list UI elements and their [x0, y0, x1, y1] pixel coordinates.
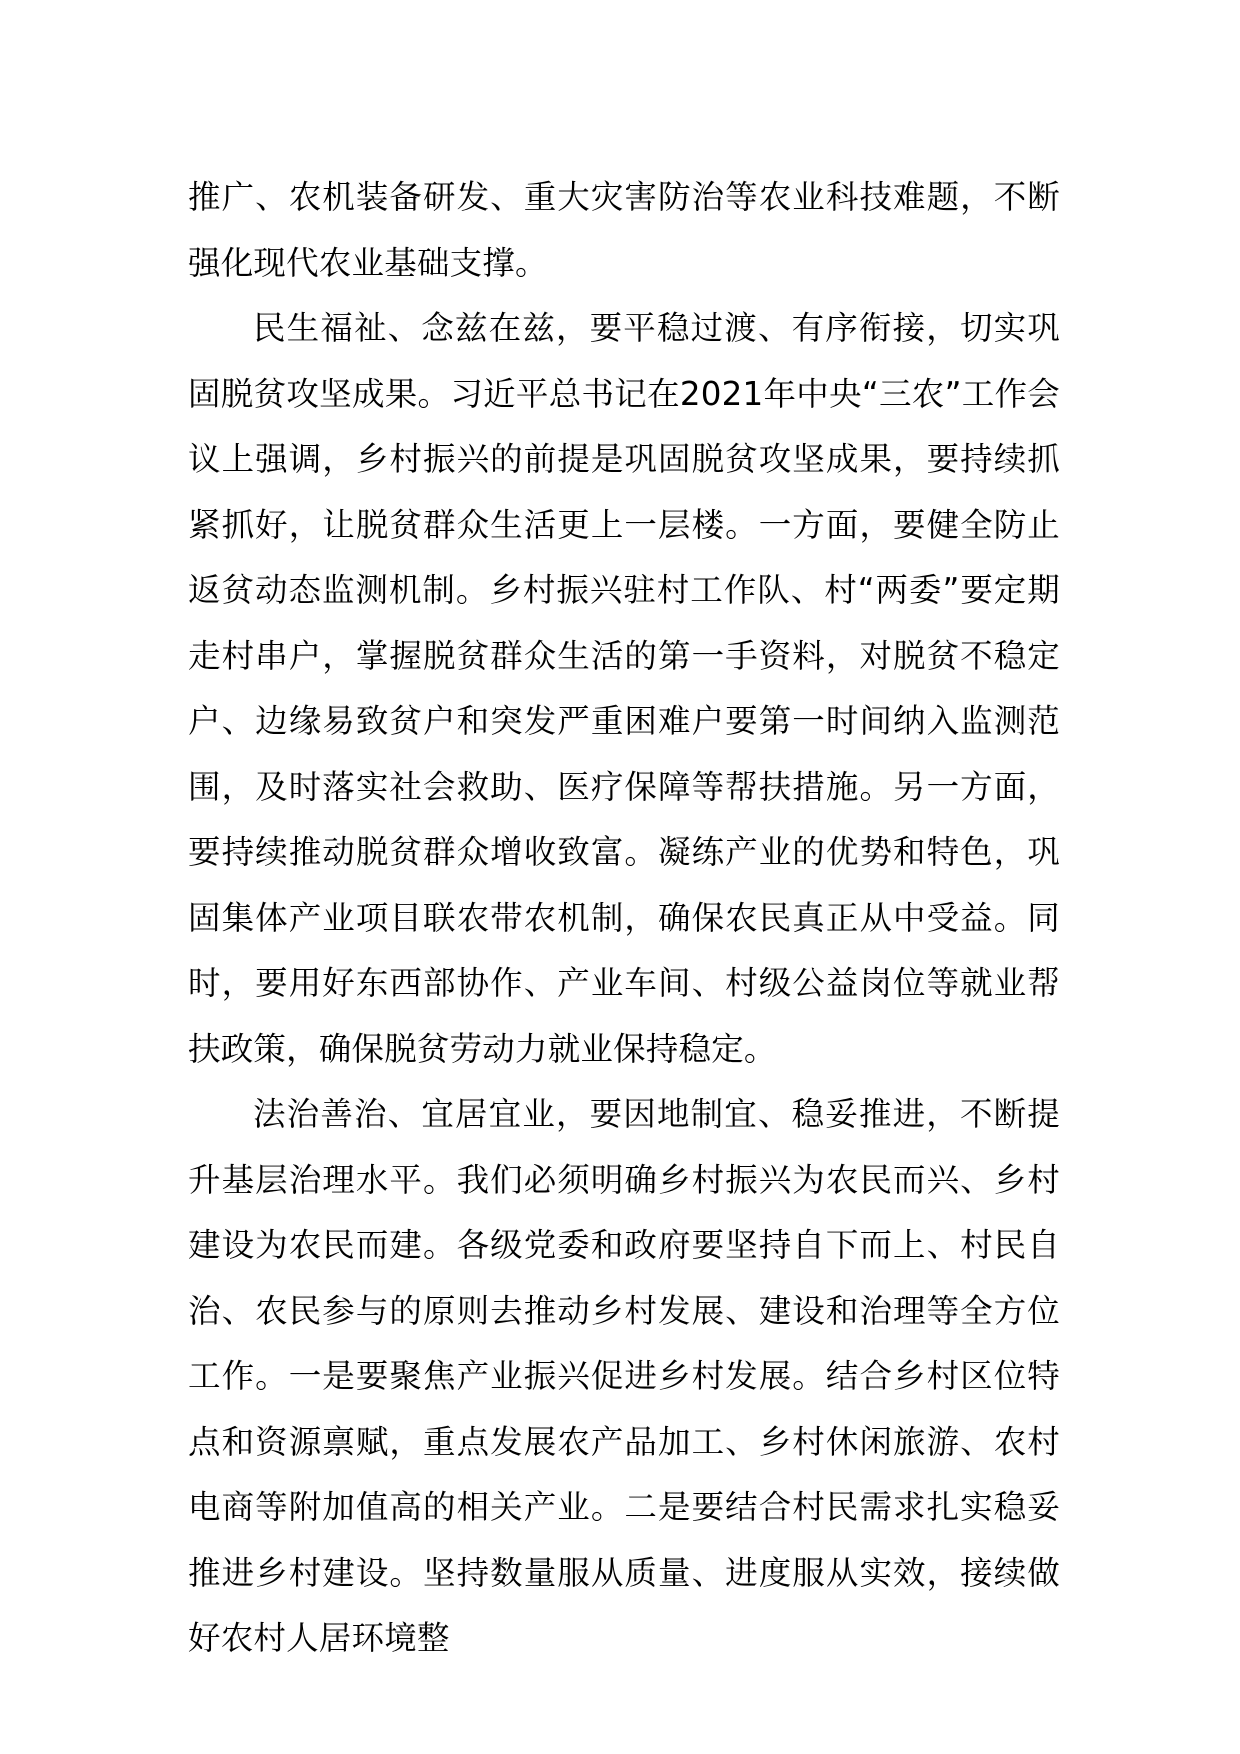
paragraph-governance: 法治善治、宜居宜业，要因地制宜、稳妥推进，不断提升基层治理水平。我们必须明确乡村振兴为农民而兴、乡村建设为农民而建。各级党委和政府要坚持自下而上、村民自治、农民参与的原则去推动乡村发展、建设和治理等全方位工作。一是要聚焦产业振兴促进乡村发展。结合乡村区位特点和资源禀赋，重点发展农产品加工、乡村休闲旅游、农村电商等附加值高的相关产业。二是要结合村民需求扎实稳妥推进乡村建设。坚持数量服从质量、进度服从实效，接续做好农村人居环境整	[188, 1095, 1060, 1657]
paragraph-continued: 推广、农机装备研发、重大灾害防治等农业科技难题，不断强化现代农业基础支撑。	[188, 178, 1060, 282]
paragraph-poverty-alleviation: 民生福祉、念兹在兹，要平稳过渡、有序衔接，切实巩固脱贫攻坚成果。习近平总书记在2021年中央“三农”工作会议上强调，乡村振兴的前提是巩固脱贫攻坚成果，要持续抓紧抓好，让脱贫群众生活更上一层楼。一方面，要健全防止返贫动态监测机制。乡村振兴驻村工作队、村“两委”要定期走村串户，掌握脱贫群众生活的第一手资料，对脱贫不稳定户、边缘易致贫户和突发严重困难户要第一时间纳入监测范围，及时落实社会救助、医疗保障等帮扶措施。另一方面，要持续推动脱贫群众增收致富。凝练产业的优势和特色，巩固集体产业项目联农带农机制，确保农民真正从中受益。同时，要用好东西部协作、产业车间、村级公益岗位等就业帮扶政策，确保脱贫劳动力就业保持稳定。	[188, 309, 1060, 1068]
document-body	[188, 165, 1060, 1672]
